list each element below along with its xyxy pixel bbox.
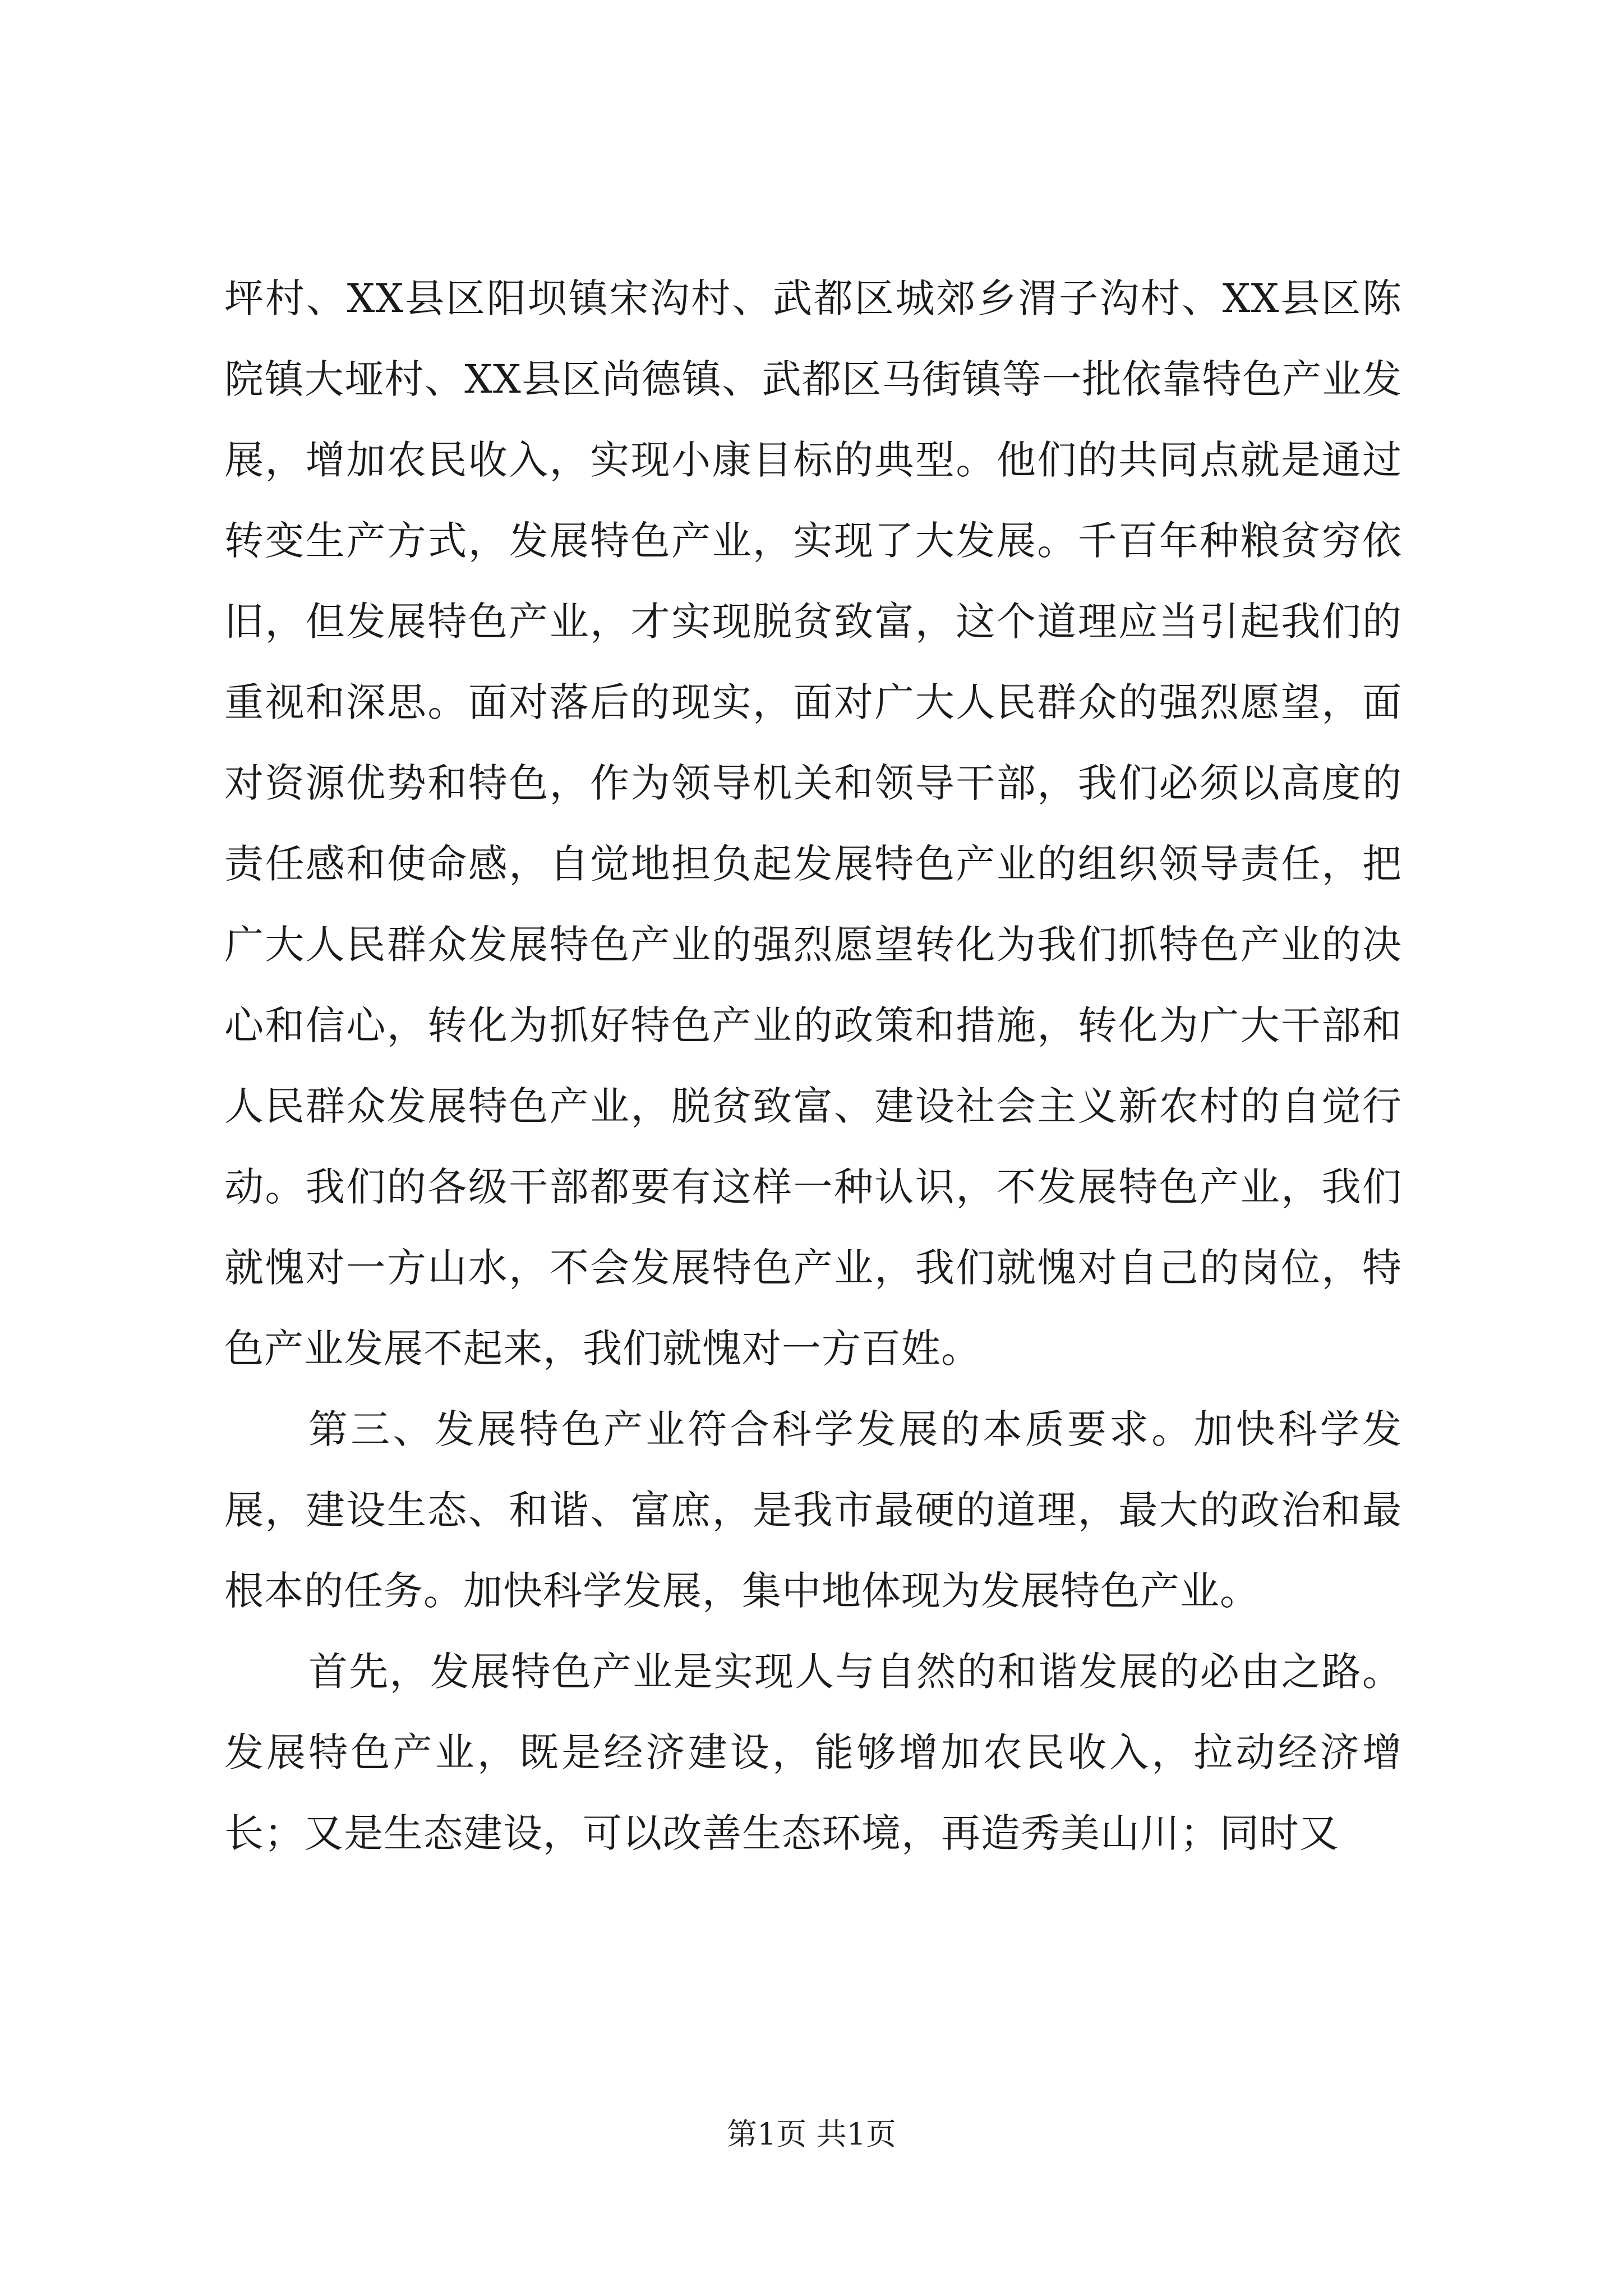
document-body — [224, 258, 1402, 1874]
page-footer — [0, 2115, 1623, 2154]
page-number-label: 第1页 共1页 — [727, 2116, 896, 2152]
paragraph-2: 第三、发展特色产业符合科学发展的本质要求。加快科学发展，建设生态、和谐、富庶，是我市最硬的道理，最大的政治和最根本的任务。加快科学发展，集中地体现为发展特色产业。 — [224, 1406, 1402, 1614]
paragraph-1: 坪村、XX县区阳坝镇宋沟村、武都区城郊乡渭子沟村、XX县区陈院镇大垭村、XX县区尚德镇、武都区马街镇等一批依靠特色产业发展，增加农民收入，实现小康目标的典型。他们的共同点就是通过转变生产方式，发展特色产业，实现了大发展。千百年种粮贫穷依旧，但发展特色产业，才实现脱贫致富，这个道理应当引起我们的重视和深思。面对落后的现实，面对广大人民群众的强烈愿望，面对资源优势和特色，作为领导机关和领导干部，我们必须以高度的责任感和使命感，自觉地担负起发展特色产业的组织领导责任，把广大人民群众发展特色产业的强烈愿望转化为我们抓特色产业的决心和信心，转化为抓好特色产业的政策和措施，转化为广大干部和人民群众发展特色产业，脱贫致富、建设社会主义新农村的自觉行动。我们的各级干部都要有这样一种认识，不发展特色产业，我们就愧对一方山水，不会发展特色产业，我们就愧对自己的岗位，特色产业发展不起来，我们就愧对一方百姓。 — [224, 275, 1402, 1372]
paragraph-3: 首先，发展特色产业是实现人与自然的和谐发展的必由之路。发展特色产业，既是经济建设，能够增加农民收入，拉动经济增长；又是生态建设，可以改善生态环境，再造秀美山川；同时又 — [224, 1649, 1402, 1856]
